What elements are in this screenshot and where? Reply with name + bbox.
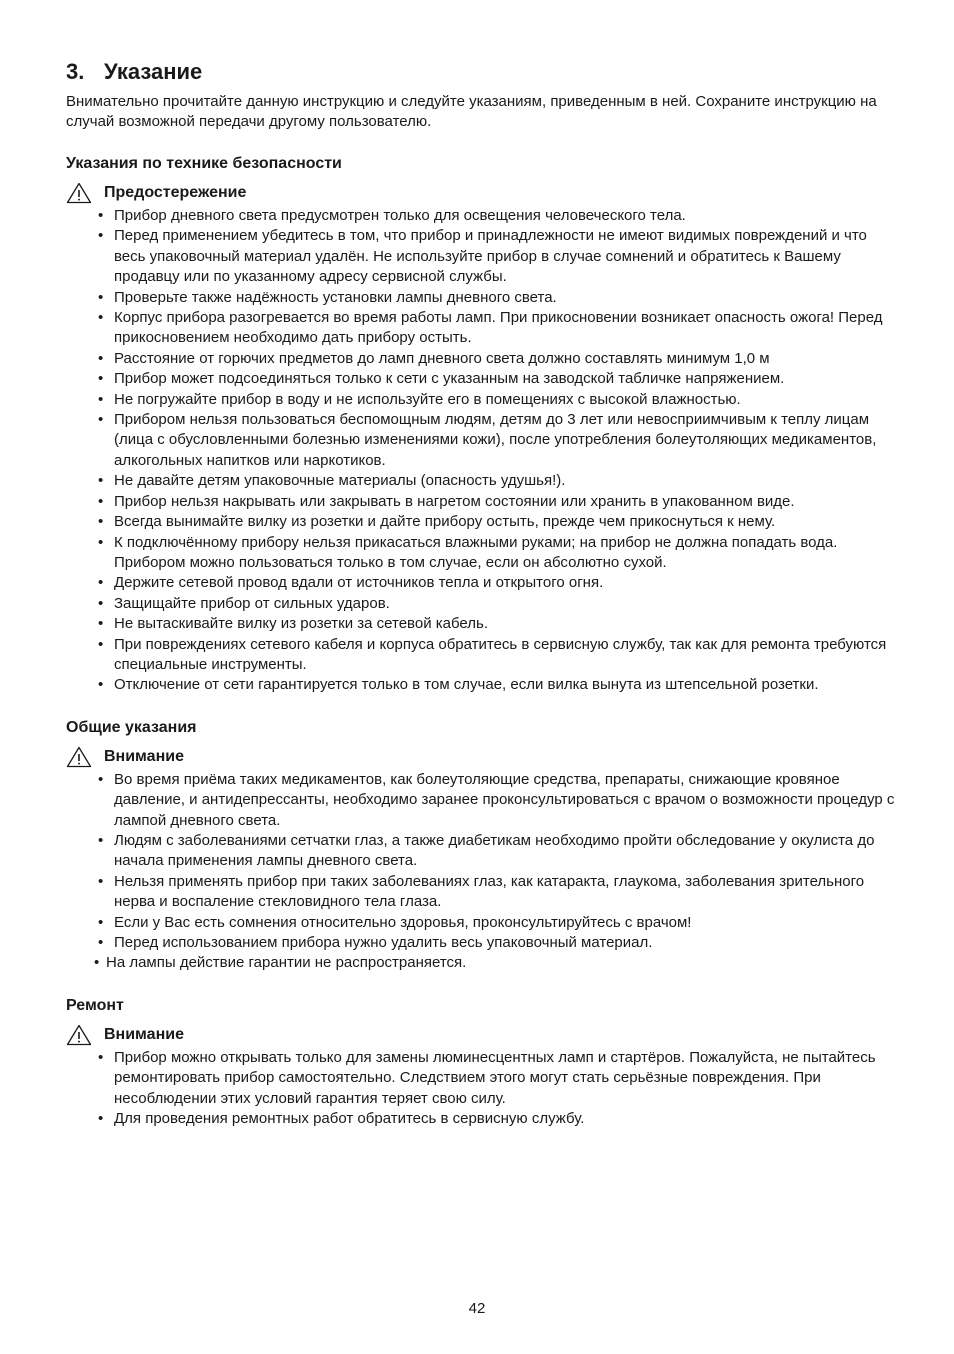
- safety-list-item: • Держите сетевой провод вдали от источников тепла и открытого огня.: [98, 573, 896, 593]
- repair-heading: Ремонт: [66, 996, 124, 1014]
- safety-list-item: • При повреждениях сетевого кабеля и корпуса обратитесь в сервисную службу, так как для ремонта требуются специальные инструменты.: [98, 635, 896, 676]
- general-list: [66, 770, 896, 974]
- general-warning-label: Внимание: [104, 747, 184, 765]
- general-warning: [66, 746, 896, 768]
- general-list-item: • Во время приёма таких медикаментов, как болеутоляющие средства, препараты, снижающие кровяное давление, и антидепрессанты, необходимо заранее проконсультироваться с врачом о возможности процедур с лампой дневного света.: [98, 770, 896, 831]
- safety-list-item: • Защищайте прибор от сильных ударов.: [98, 594, 896, 614]
- general-list-item: • Перед использованием прибора нужно удалить весь упаковочный материал.: [98, 933, 896, 953]
- safety-heading: Указания по технике безопасности: [66, 155, 342, 172]
- safety-list-item: • Перед применением убедитесь в том, что прибор и принадлежности не имеют видимых повреждений и что весь упаковочный материал удалён. Не используйте прибор в случае сомнений и обратитесь к Вашему продавцу или по указанному адресу сервисной службы.: [98, 226, 896, 287]
- general-list-item: • Если у Вас есть сомнения относительно здоровья, проконсультируйтесь с врачом!: [98, 913, 896, 933]
- safety-list-item: • Всегда вынимайте вилку из розетки и дайте прибору остыть, прежде чем прикоснуться к нему.: [98, 512, 896, 532]
- section-number: 3.: [66, 59, 85, 84]
- safety-list-item: • Не погружайте прибор в воду и не используйте его в помещениях с высокой влажностью.: [98, 390, 896, 410]
- safety-list-item: • Прибор может подсоединяться только к сети с указанным на заводской табличке напряжением.: [98, 369, 896, 389]
- safety-list: [66, 206, 896, 696]
- section-title-text: Указание: [104, 59, 203, 84]
- safety-list-item: • Прибор нельзя накрывать или закрывать в нагретом состоянии или хранить в упакованном виде.: [98, 492, 896, 512]
- section-title: [66, 58, 896, 86]
- repair-list: [66, 1048, 896, 1130]
- general-list-item: • На лампы действие гарантии не распространяется.: [94, 953, 896, 973]
- warning-triangle-icon: [66, 1024, 92, 1046]
- warning-triangle-icon: [66, 182, 92, 204]
- safety-list-item: • Проверьте также надёжность установки лампы дневного света.: [98, 288, 896, 308]
- page-number: 42: [468, 1300, 486, 1317]
- safety-list-item: • Прибором нельзя пользоваться беспомощным людям, детям до 3 лет или невосприимчивым к теплу лицам (лица с обусловленными болезнью изменениями кожи), после употребления болеутоляющих медикаментов, алкогольных напитков или наркотиков.: [98, 410, 896, 471]
- safety-list-item: • Отключение от сети гарантируется только в том случае, если вилка вынута из штепсельной розетки.: [98, 675, 896, 695]
- safety-list-item: • Расстояние от горючих предметов до ламп дневного света должно составлять минимум 1,0 м: [98, 349, 896, 369]
- safety-list-item: • Не давайте детям упаковочные материалы (опасность удушья!).: [98, 471, 896, 491]
- safety-list-item: • Прибор дневного света предусмотрен только для освещения человеческого тела.: [98, 206, 896, 226]
- safety-list-item: • К подключённому прибору нельзя прикасаться влажными руками; на прибор не должна попадать вода. Прибором можно пользоваться только в том случае, если он абсолютно сухой.: [98, 533, 896, 574]
- general-list-item: • Нельзя применять прибор при таких заболеваниях глаз, как катаракта, глаукома, заболевания зрительного нерва и воспаление стекловидного тела глаза.: [98, 872, 896, 913]
- repair-list-item: • Прибор можно открывать только для замены люминесцентных ламп и стартёров. Пожалуйста, не пытайтесь ремонтировать прибор самостоятельно. Следствием этого могут стать серьёзные повреждения. При несоблюдении этих условий гарантия теряет свою силу.: [98, 1048, 896, 1109]
- safety-warning-label: Предостережение: [104, 184, 247, 201]
- safety-list-item: • Корпус прибора разогревается во время работы ламп. При прикосновении возникает опасность ожога! Перед прикосновением необходимо дать прибору остыть.: [98, 308, 896, 349]
- safety-warning: [66, 182, 896, 204]
- warning-triangle-icon: [66, 746, 92, 768]
- document-page: [66, 58, 896, 1129]
- general-heading: Общие указания: [66, 718, 197, 736]
- repair-warning: [66, 1024, 896, 1046]
- repair-warning-label: Внимание: [104, 1025, 184, 1043]
- repair-list-item: • Для проведения ремонтных работ обратитесь в сервисную службу.: [98, 1109, 896, 1129]
- intro-paragraph: Внимательно прочитайте данную инструкцию и следуйте указаниям, приведенным в ней. Сохраните инструкцию на случай возможной передачи другому пользователю.: [66, 93, 877, 130]
- safety-list-item: • Не вытаскивайте вилку из розетки за сетевой кабель.: [98, 614, 896, 634]
- general-list-item: • Людям с заболеваниями сетчатки глаз, а также диабетикам необходимо пройти обследование у окулиста до начала применения лампы дневного света.: [98, 831, 896, 872]
